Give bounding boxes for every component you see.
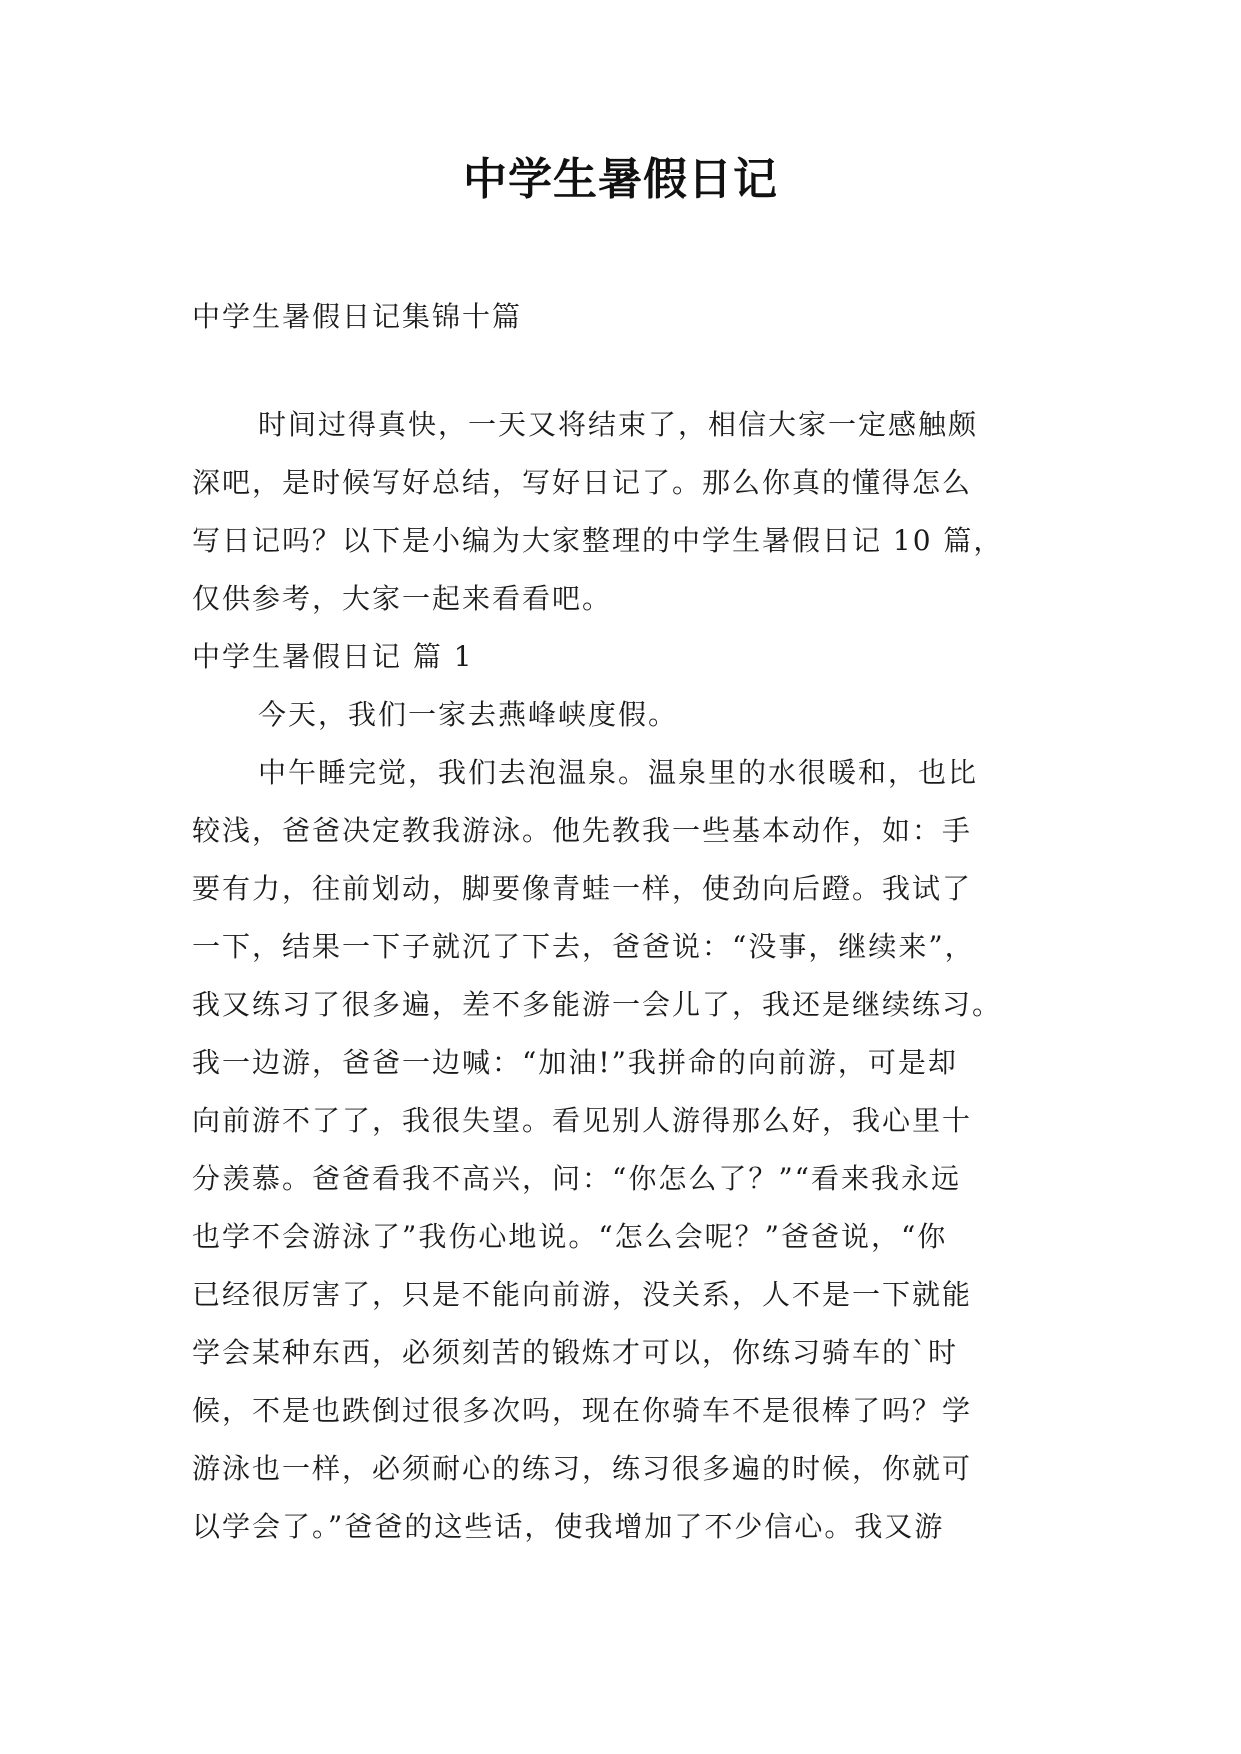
text-line: 仅供参考，大家一起来看看吧。 — [192, 582, 613, 615]
document-title: 中学生暑假日记 — [463, 154, 778, 205]
text-line: 分羡慕。爸爸看我不高兴，问：“你怎么了？”“看来我永远 — [192, 1162, 961, 1195]
text-line: 我一边游，爸爸一边喊：“加油!”我拼命的向前游，可是却 — [192, 1046, 958, 1079]
document-body — [192, 288, 1072, 1556]
text-line: 候，不是也跌倒过很多次吗，现在你骑车不是很棒了吗？学 — [192, 1394, 973, 1427]
text-line: 深吧，是时候写好总结，写好日记了。那么你真的懂得怎么 — [192, 466, 973, 499]
text-line: 以学会了。”爸爸的这些话，使我增加了不少信心。我又游 — [192, 1510, 945, 1543]
text-line: 中学生暑假日记 篇 1 — [192, 640, 474, 673]
text-line: 向前游不了了，我很失望。看见别人游得那么好，我心里十 — [192, 1104, 973, 1137]
text-line: 学会某种东西，必须刻苦的锻炼才可以，你练习骑车的`时 — [192, 1336, 959, 1369]
text-line: 时间过得真快，一天又将结束了，相信大家一定感触颇 — [258, 408, 979, 441]
text-line: 中午睡完觉，我们去泡温泉。温泉里的水很暖和，也比 — [258, 756, 979, 789]
text-line: 要有力，往前划动，脚要像青蛙一样，使劲向后蹬。我试了 — [192, 872, 973, 905]
text-line: 一下，结果一下子就沉了下去，爸爸说：“没事，继续来”， — [192, 930, 975, 963]
text-line: 我又练习了很多遍，差不多能游一会儿了，我还是继续练习。 — [192, 988, 1003, 1021]
body-text — [192, 396, 1072, 1556]
text-line: 也学不会游泳了”我伤心地说。“怎么会呢？”爸爸说，“你 — [192, 1220, 948, 1253]
text-line: 写日记吗？以下是小编为大家整理的中学生暑假日记 10 篇， — [192, 524, 1004, 557]
text-line: 游泳也一样，必须耐心的练习，练习很多遍的时候，你就可 — [192, 1452, 973, 1485]
text-line: 较浅，爸爸决定教我游泳。他先教我一些基本动作，如：手 — [192, 814, 973, 847]
document-subtitle: 中学生暑假日记集锦十篇 — [192, 300, 523, 333]
text-line: 已经很厉害了，只是不能向前游，没关系，人不是一下就能 — [192, 1278, 973, 1311]
text-line: 今天，我们一家去燕峰峡度假。 — [258, 698, 679, 731]
